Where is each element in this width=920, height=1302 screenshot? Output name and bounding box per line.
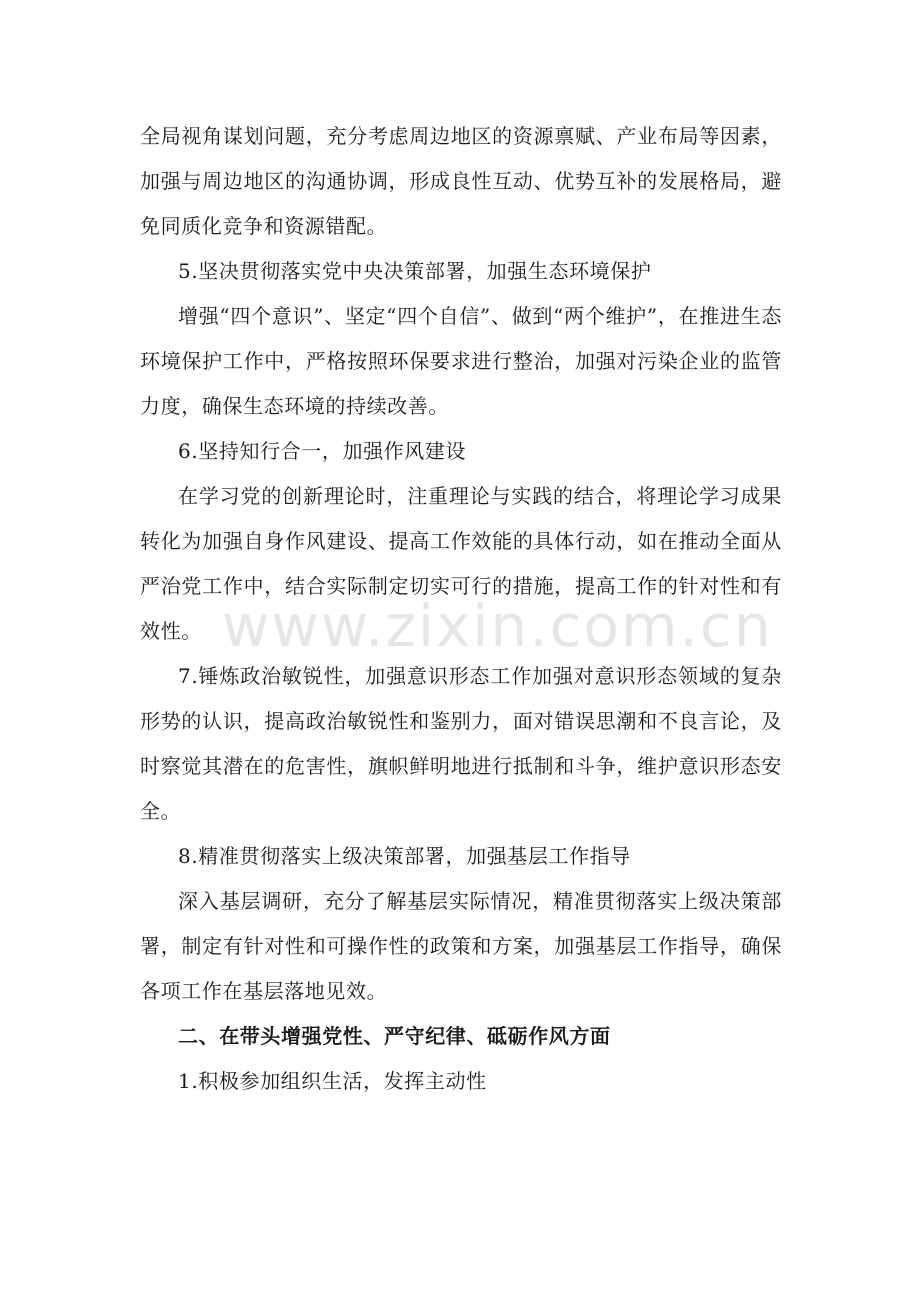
paragraph-continuation: 全局视角谋划问题，充分考虑周边地区的资源禀赋、产业布局等因素，加强与周边地区的沟通协调，形成良性互动、优势互补的发展格局，避免同质化竞争和资源错配。 bbox=[140, 124, 782, 238]
section-heading-2: 二、在带头增强党性、严守纪律、砥砺作风方面 bbox=[178, 1024, 611, 1048]
paragraph-item-6: 在学习党的创新理论时，注重理论与实践的结合，将理论学习成果转化为加强自身作风建设、提高工作效能的具体行动，如在推动全面从严治党工作中，结合实际制定切实可行的措施，提高工作的针对性和有效性。 bbox=[140, 484, 782, 643]
paragraph-item-7: 7.锤炼政治敏锐性，加强意识形态工作加强对意识形态领域的复杂形势的认识，提高政治敏锐性和鉴别力，面对错误思潮和不良言论，及时察觉其潜在的危害性，旗帜鲜明地进行抵制和斗争，维护意识形态安全。 bbox=[140, 664, 782, 823]
item-heading-5: 5.坚决贯彻落实党中央决策部署，加强生态环境保护 bbox=[178, 259, 652, 283]
watermark: www.zixin.com.cn bbox=[222, 592, 773, 660]
item-heading-6: 6.坚持知行合一，加强作风建设 bbox=[178, 439, 467, 463]
document-body bbox=[140, 114, 782, 1104]
paragraph-item-8: 深入基层调研，充分了解基层实际情况，精准贯彻落实上级决策部署，制定有针对性和可操作性的政策和方案，加强基层工作指导，确保各项工作在基层落地见效。 bbox=[140, 889, 782, 1003]
paragraph-item-5: 增强“四个意识”、坚定“四个自信”、做到“两个维护”，在推进生态环境保护工作中，严格按照环保要求进行整治，加强对污染企业的监管力度，确保生态环境的持续改善。 bbox=[140, 304, 782, 418]
item-heading-8: 8.精准贯彻落实上级决策部署，加强基层工作指导 bbox=[178, 844, 631, 868]
item-heading-2-1: 1.积极参加组织生活，发挥主动性 bbox=[178, 1069, 487, 1093]
